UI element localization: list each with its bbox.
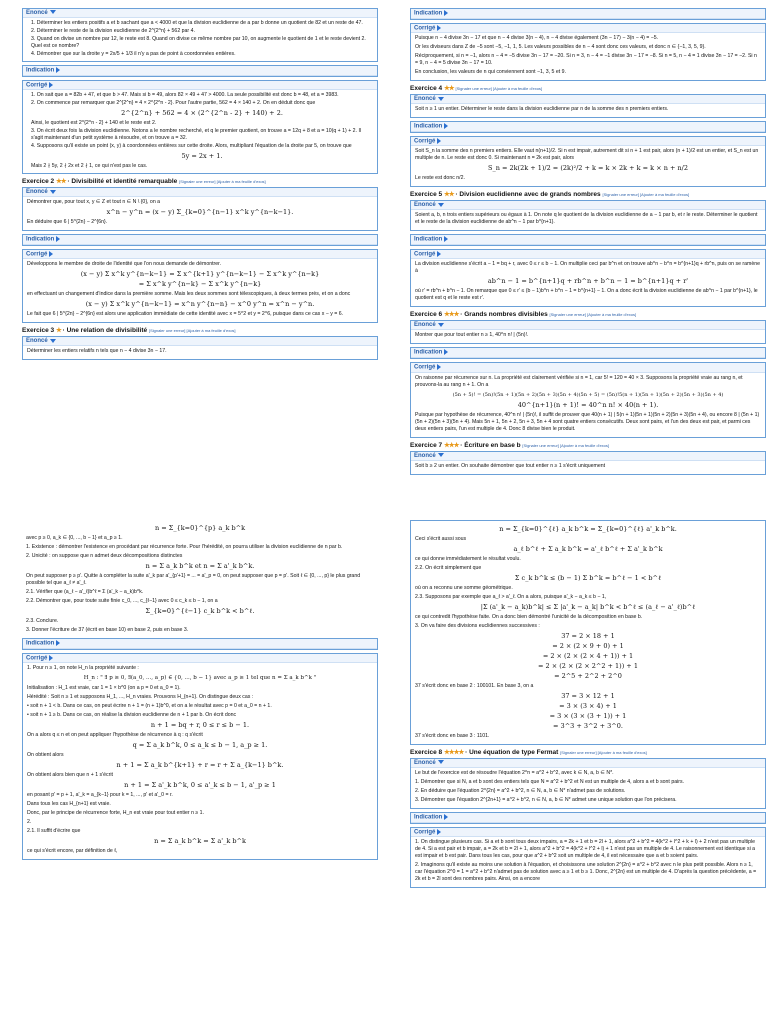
equation: n = Σ a_k b^k = Σ a'_k b^k	[154, 837, 246, 846]
answer-text: ce qui donne immédiatement le résultat voulu.	[415, 556, 521, 562]
equation: (x − y) Σ x^k y^{n−k−1} = x^n y^{n−n} − x^0 y^n = x^n − y^n.	[85, 300, 315, 309]
answer-text: 3. On va faire des divisions euclidiennes successives :	[415, 623, 540, 629]
enonce-label: Enoncé	[26, 338, 48, 345]
corrige-label: Corrigé	[414, 364, 436, 371]
corrige-box	[410, 136, 766, 188]
equation: = 3 × (3 × 4) + 1	[559, 702, 617, 710]
question-text: Le but de l'exercice est de résoudre l'équation 2^n = a^2 + b^2, avec k ∈ N, a, b ∈ N*.	[415, 770, 614, 776]
enonce-label: Enoncé	[414, 452, 436, 459]
answer-item: 2. On commence par remarquer que 2^{2^n} = 4 × 2^{2^n - 2}. Pour l'autre partie, 562 = 4 × 140 + 2. On en déduit donc que	[31, 100, 316, 107]
equation: Σ_{k=0}^{ℓ−1} c_k b^k < b^ℓ.	[145, 607, 255, 615]
chevron-right-icon[interactable]	[56, 640, 60, 646]
chevron-right-icon[interactable]	[444, 349, 448, 355]
exercise-number: Exercice 7	[410, 441, 443, 449]
corrige-label: Corrigé	[26, 251, 48, 258]
indication-header[interactable]	[411, 235, 765, 245]
exercise-links[interactable]: [Signaler une erreur] [Ajouter à ma feuille d'exos]	[549, 312, 637, 318]
exercise-links[interactable]: [Signaler une erreur] [Ajouter à ma feuille d'exos]	[455, 86, 543, 92]
answer-item: Ainsi, le quotient est 2^{2^n - 2} + 140 et le reste est 2.	[31, 120, 157, 127]
answer-text: Dans tous les cas H_{n+1} est vraie.	[27, 801, 111, 808]
answer-text: La division euclidienne s'écrit a − 1 = bq + r, avec 0 ≤ r ≤ b − 1. On multiplie ceci par b^n et on trouve ab^n − b^n = b^{n+1}q + rb^n, puis on se ramène à	[415, 261, 761, 275]
equation: n + 1 = Σ a'_k b^k, 0 ≤ a'_k ≤ b − 1, a'_p ≥ 1	[124, 781, 276, 790]
enonce-header[interactable]	[411, 321, 765, 330]
corrige-label: Corrigé	[26, 82, 48, 89]
answer-text: Initialisation : H_1 est vraie, car 1 = 1 × b^0 (on a p = 0 et a_0 = 1).	[27, 685, 181, 692]
answer-item: 3. On écrit deux fois la division euclidienne. Notons a le nombre recherché, et q le premier quotient, on trouve a = 12q + 8 et a = 10(q + 1) + 2. Il s'agit maintenant d'un petit système à résoudre, et on trouve a = 32.	[31, 128, 362, 142]
equation: 2^{2^n} + 562 = 4 × (2^{2^n - 2} + 140) + 2.	[121, 109, 283, 118]
equation: = 2 × (2 × (2 × 2^2 + 1)) + 1	[538, 662, 638, 670]
corrige-header[interactable]	[411, 828, 765, 838]
answer-text: On obtient alors	[27, 752, 64, 759]
exercise-subtitle: Division euclidienne avec de grands nombres	[459, 191, 601, 199]
question-text: En déduire que 6 | 5^{2n} − 2^{6n}.	[27, 219, 108, 226]
equation: = 3^3 + 3^2 + 3^0.	[553, 722, 623, 730]
chevron-right-icon[interactable]	[56, 67, 60, 73]
question-item: 1. Existence : démontrer l'existence en procédant par récurrence forte. Pour l'hérédité, on pourra utiliser la division euclidienne de n par b.	[26, 544, 343, 550]
difficulty-stars-icon: ★★	[443, 85, 454, 93]
indication-label: Indication	[414, 814, 443, 821]
enonce-header[interactable]	[23, 337, 377, 346]
answer-text: où on a reconnu une somme géométrique.	[415, 585, 513, 591]
answer-text: On a alors q ≤ n et on peut appliquer l'hypothèse de récurrence à q : q s'écrit	[27, 732, 203, 739]
chevron-down-icon[interactable]	[438, 323, 444, 327]
indication-label: Indication	[26, 640, 55, 647]
equation: 37 = 3 × 12 + 1	[561, 692, 615, 700]
question-text: avec p ≥ 0, a_k ∈ {0, ..., b − 1} et a_p ≥ 1.	[26, 535, 123, 541]
question-item: 1. Déterminer les entiers positifs a et b sachant que a < 4000 et que la division euclidienne de a par b donne un quotient de 82 et un reste de 47.	[31, 20, 363, 26]
chevron-right-icon[interactable]	[49, 655, 53, 661]
enonce-header[interactable]	[23, 188, 377, 197]
enonce-header[interactable]	[411, 201, 765, 210]
equation: ab^n − 1 = b^{n+1}q + rb^n + b^n − 1 = b^{n+1}q + r'	[487, 277, 689, 286]
indication-header[interactable]	[411, 9, 765, 19]
exercise-title: Exercice 3 ★ · Une relation de divisibilité [Signaler une erreur] [Ajouter à ma feuille d'exos]	[22, 327, 236, 335]
exercise-links[interactable]: [Signaler une erreur] [Ajouter à ma feuille d'exos]	[602, 192, 690, 198]
question-item: 1. Démontrer que si N, a et b sont des entiers tels que N = a^2 + b^2 et N est un multiple de 4, alors a et b sont pairs.	[415, 779, 684, 785]
indication-header[interactable]	[411, 813, 765, 823]
enonce-box	[22, 336, 378, 360]
question-item: 3. Démontrer que l'équation 2^{2n+1} = a^2 + b^2, n ∈ N, a, b ∈ N* admet une unique solution que l'on précisera.	[415, 797, 677, 803]
difficulty-stars-icon: ★	[55, 327, 61, 335]
page-quadrant-bottom-left	[22, 520, 378, 1020]
equation: n = Σ_{k=0}^{ℓ} a_k b^k = Σ_{k=0}^{ℓ} a'_k b^k.	[499, 525, 677, 533]
enonce-label: Enoncé	[26, 10, 48, 16]
answer-item: 4. Supposons qu'il existe un point (x, y) à coordonnées entières sur cette droite. Alors, multipliant l'équation de la droite par 5, on trouve que	[31, 143, 352, 150]
enonce-box	[22, 187, 378, 231]
exercise-subtitle: Grands nombres divisibles	[464, 311, 548, 319]
chevron-down-icon[interactable]	[50, 339, 56, 343]
equation: 5y = 2x + 1.	[181, 152, 223, 161]
exercise-title: Exercice 8 ★★★★ · Une équation de type Fermat [Signaler une erreur] [Ajouter à ma feuille d'exos]	[410, 749, 647, 756]
question-text: Démontrer que, pour tout x, y ∈ Z et tout n ∈ N \ {0}, on a	[27, 199, 161, 206]
indication-box	[22, 234, 378, 246]
answer-text: en effectuant un changement d'indice dans la première somme. Mais les deux sommes sont télescopiques, à deux termes près, et on a donc	[27, 291, 351, 298]
corrige-box	[410, 249, 766, 308]
question-text: Soit n ≥ 1 un entier. Déterminer le reste dans la division euclidienne par n de la somme des n premiers entiers.	[415, 106, 669, 113]
enonce-header[interactable]	[411, 95, 765, 104]
enonce-box	[410, 320, 766, 344]
question-text: Soit b ≥ 2 un entier. On souhaite démontrer que tout entier n ≥ 1 s'écrit uniquement	[415, 462, 606, 469]
answer-text: 2.2. On écrit simplement que	[415, 565, 482, 571]
exercise-links[interactable]: [Signaler une erreur] [Ajouter à ma feuille d'exos]	[560, 750, 647, 755]
indication-label: Indication	[26, 236, 55, 243]
chevron-down-icon[interactable]	[438, 97, 444, 101]
chevron-right-icon[interactable]	[444, 123, 448, 129]
answer-text: 2.1. Il suffit d'écrire que	[27, 828, 81, 835]
corrige-header[interactable]	[411, 250, 765, 260]
corrige-header[interactable]	[23, 250, 377, 260]
corrige-box	[22, 80, 378, 175]
chevron-right-icon[interactable]	[437, 25, 441, 31]
exercise-title: Exercice 6 ★★★ · Grands nombres divisibles [Signaler une erreur] [Ajouter à ma feuille d'exos]	[410, 311, 637, 319]
enonce-box	[22, 8, 378, 62]
indication-box	[22, 65, 378, 77]
question-item: 2.2. Démontrer que, pour toute suite finie c_0, ..., c_{ℓ−1} avec 0 ≤ c_k ≤ b − 1, on a	[26, 598, 218, 604]
equation: n + 1 = bq + r, 0 ≤ r ≤ b − 1.	[150, 721, 250, 730]
indication-header[interactable]	[23, 66, 377, 76]
corrige-header[interactable]	[411, 24, 765, 34]
equation: = 2^5 + 2^2 + 2^0	[554, 672, 622, 680]
answer-text: On raisonne par récurrence sur n. La propriété est clairement vérifiée si n = 1, car 5! = 120 = 40 × 3. Supposons la propriété vraie au rang n, et prouvons-la au rang n + 1. On a	[415, 374, 743, 388]
answer-text: Hérédité : Soit n ≥ 1 et supposons H_1, ..., H_n vraies. Prouvons H_{n+1}. On distingue deux cas :	[27, 694, 254, 701]
answer-text: où r' = rb^n + b^n − 1. On remarque que 0 ≤ r' ≤ (b − 1)b^n + b^n − 1 = b^{n+1} − 1. On a donc écrit la division euclidienne de ab^n − 1 par b^{n+1}, le quotient est q et le reste est r'.	[415, 288, 758, 302]
difficulty-stars-icon: ★★	[55, 178, 66, 186]
difficulty-stars-icon: ★★★	[443, 441, 459, 449]
equation: a_ℓ b^ℓ + Σ a_k b^k = a'_ℓ b^ℓ + Σ a'_k b^k	[513, 545, 663, 553]
indication-box	[410, 8, 766, 20]
corrige-label: Corrigé	[26, 655, 48, 662]
answer-text: ce qui s'écrit encore, par définition de ℓ,	[27, 848, 118, 855]
exercise-number: Exercice 2	[22, 178, 55, 186]
answer-text: Ceci s'écrit aussi sous	[415, 536, 467, 542]
equation: = 2 × (2 × (2 × 4 + 1)) + 1	[542, 652, 634, 660]
question-text: Soient a, b, n trois entiers supérieurs ou égaux à 1. On note q le quotient de la division euclidienne de a − 1 par b, et r le reste. Déterminer le quotient et le reste de la division euclidienne de ab^n − 1 par b^{n+1}.	[415, 212, 758, 226]
indication-box	[22, 638, 378, 650]
answer-item: 1. On sait que a = 82b + 47, et que b > 47. Mais si b = 49, alors 82 × 49 + 47 > 4000. La seule possibilité est donc b = 48, et a = 3983.	[31, 92, 339, 99]
equation: = 3 × (3 × (3 + 1)) + 1	[549, 712, 627, 720]
question-item: 3. Quand on divise un nombre par 12, le reste est 8. Quand on divise ce même nombre par 10, on augmente le quotient de 1 et le reste devient 2. Quel est ce nombre?	[31, 36, 366, 49]
enonce-label: Enoncé	[414, 322, 436, 329]
difficulty-stars-icon: ★★	[443, 191, 454, 199]
question-item: 2.1. Vérifier que (a_ℓ − a'_ℓ)b^ℓ = Σ (a'_k − a_k)b^k.	[26, 589, 144, 595]
exercise-subtitle: Divisibilité et identité remarquable	[71, 178, 178, 186]
chevron-right-icon[interactable]	[49, 82, 53, 88]
answer-text: En conclusion, les valeurs de n qui conviennent sont −1, 3, 5 et 9.	[415, 69, 566, 76]
answer-text: Développons le membre de droite de l'identité que l'on nous demande de démontrer.	[27, 261, 222, 268]
chevron-down-icon[interactable]	[438, 453, 444, 457]
equation: S_n = 2k(2k + 1)/2 = (2k)²/2 + k = k × 2k + k = k × n + n/2	[488, 164, 688, 173]
answer-text: • soit n + 1 < b. Dans ce cas, on peut écrire n + 1 = (n + 1)b^0, et on a le résultat avec p = 0 et a_0 = n + 1.	[27, 703, 272, 710]
answer-text: 2.3. Supposons par exemple que a_ℓ > a'_ℓ. On a alors, puisque a'_k − a_k ≤ b − 1,	[415, 594, 607, 600]
chevron-down-icon[interactable]	[50, 190, 56, 194]
enonce-box	[410, 758, 766, 809]
corrige-box	[410, 362, 766, 438]
answer-text: • soit n + 1 ≥ b. Dans ce cas, on réalise la division euclidienne de n + 1 par b. On écrit donc	[27, 712, 237, 719]
difficulty-stars-icon: ★★★★	[443, 749, 464, 756]
exercise-title: Exercice 7 ★★★ · Écriture en base b [Signaler une erreur] [Ajouter à ma feuille d'exos]	[410, 441, 610, 449]
equation: = 2 × (2 × 9 + 0) + 1	[552, 642, 624, 650]
chevron-right-icon[interactable]	[444, 236, 448, 242]
answer-text: ce qui contredit l'hypothèse faite. On a donc bien démontré l'unicité de la décomposition en base b.	[415, 614, 643, 620]
question-text: On peut supposer p ≥ p'. Quitte à compléter la suite a'_k par a'_{p'+1} = ... = a'_p = 0, on peut supposer que p = p'. Soit ℓ ∈ {0, ..., p} le plus grand possible tel que a_ℓ ≠ a'_ℓ.	[26, 573, 361, 586]
corrige-label: Corrigé	[414, 138, 436, 145]
indication-header[interactable]	[23, 639, 377, 649]
chevron-right-icon[interactable]	[437, 138, 441, 144]
equation: n = Σ_{k=0}^{p} a_k b^k	[154, 524, 246, 532]
equation: H_n : " ∃ p ≥ 0, ∃(a_0, ..., a_p) ∈ {0, ..., b − 1} avec a_p ≥ 1 tel que n = Σ a_k b^k "	[83, 675, 317, 682]
chevron-right-icon[interactable]	[49, 251, 53, 257]
indication-header[interactable]	[23, 235, 377, 245]
indication-label: Indication	[414, 123, 443, 130]
corrige-label: Corrigé	[414, 829, 436, 836]
equation: n = Σ a_k b^k et n = Σ a'_k b^k.	[145, 562, 255, 570]
chevron-right-icon[interactable]	[444, 10, 448, 16]
page-quadrant-bottom-right	[410, 520, 766, 1020]
answer-text: On obtient alors bien que n + 1 s'écrit	[27, 772, 113, 779]
exercise-links[interactable]: [Signaler une erreur] [Ajouter à ma feuille d'exos]	[522, 442, 610, 448]
indication-box	[410, 347, 766, 359]
answer-text: 37 s'écrit donc en base 3 : 1101.	[415, 733, 490, 739]
question-item: 2. Déterminer le reste de la division euclidienne de 2^{2^n} + 562 par 4.	[31, 28, 195, 34]
corrige-box	[410, 827, 766, 889]
page-quadrant-top-left	[22, 8, 378, 503]
indication-box	[410, 121, 766, 133]
indication-box	[410, 234, 766, 246]
corrige-header[interactable]	[411, 137, 765, 147]
enonce-label: Enoncé	[414, 202, 436, 209]
equation: (x − y) Σ x^k y^{n−k−1} = Σ x^{k+1} y^{n−k−1} − Σ x^k y^{n−k}	[80, 270, 320, 279]
chevron-down-icon[interactable]	[438, 760, 444, 764]
enonce-box	[410, 94, 766, 118]
indication-header[interactable]	[411, 122, 765, 132]
answer-text: Le reste est donc n/2.	[415, 175, 465, 182]
chevron-right-icon[interactable]	[437, 251, 441, 257]
equation: (5n + 5)! = (5n)!(5n + 1)(5n + 2)(5n + 3)(5n + 4)(5n + 5) = (5n)!5(n + 1)(5n + 1)(5n + 2)(5n + 3)(5n + 4)	[452, 391, 724, 398]
exercise-number: Exercice 6	[410, 311, 443, 319]
exercise-title: Exercice 5 ★★ · Division euclidienne avec de grands nombres [Signaler une erreur] [Ajouter à ma feuille d'exos]	[410, 191, 690, 199]
chevron-right-icon[interactable]	[437, 829, 441, 835]
chevron-down-icon[interactable]	[50, 10, 56, 14]
answer-text: Donc, par le principe de récurrence forte, H_n est vraie pour tout entier n ≥ 1.	[27, 810, 205, 817]
answer-text: Le fait que 6 | 5^{2n} − 2^{6n} est alors une application immédiate de cette identité avec x = 5^2 et y = 2^6, puisque dans ce cas x − y = 6.	[27, 311, 344, 318]
chevron-down-icon[interactable]	[438, 203, 444, 207]
indication-label: Indication	[414, 236, 443, 243]
exercise-title: Exercice 2 ★★ · Divisibilité et identité remarquable [Signaler une erreur] [Ajouter à ma feuille d'exos]	[22, 178, 266, 186]
indication-label: Indication	[414, 10, 443, 17]
answer-text: Or les diviseurs dans Z de −5 sont −5, −1, 1, 5. Les valeurs possibles de n − 4 sont donc ces valeurs, et donc n ∈ {−1, 3, 5, 9}.	[415, 44, 706, 51]
answer-text: Puisque par hypothèse de récurrence, 40^n n! | (5n)!, il suffit de prouver que 40(n + 1) | 5(n + 1)(5n + 1)(5n + 2)(5n + 3)(5n + 4), ou encore 8 | (5n + 1)(5n + 2)(5n + 3)(5n + 4). Mais 5n + 1, 5n + 2, 5n + 3, 5n + 4 sont quatre entiers consécutifs. Deux sont pairs, et l'un des deux est pair, et parmi ces deux entiers pairs, l'un est multiple de 4. Donc 8 divise bien le produit.	[415, 411, 760, 432]
chevron-right-icon[interactable]	[444, 814, 448, 820]
page-quadrant-top-right	[410, 8, 766, 503]
question-item: 4. Démontrer que sur la droite y = 2x/5 + 1/3 il n'y a pas de point à coordonnées entières.	[31, 51, 236, 57]
corrige-label: Corrigé	[414, 251, 436, 258]
equation: = Σ x^k y^{n−k} − Σ x^k y^{n−k}	[138, 280, 262, 289]
equation: 37 = 2 × 18 + 1	[561, 632, 615, 640]
exercise-subtitle: Une équation de type Fermat	[469, 749, 559, 756]
exercise-number: Exercice 4	[410, 85, 443, 93]
enonce-box	[410, 451, 766, 475]
corrige-box	[410, 23, 766, 82]
question-item: 2. En déduire que l'équation 2^{2n} = a^2 + b^2, n ∈ N, a, b ∈ N* n'admet pas de solutions.	[415, 788, 626, 794]
corrige-header[interactable]	[23, 81, 377, 91]
answer-text: Soit S_n la somme des n premiers entiers. Elle vaut n(n+1)/2. Si n est impair, autrement dit si n + 1 est pair, alors (n + 1)/2 est un entier, et S_n est un multiple de n. Le reste est donc 0. Si maintenant n = 2k est pair, alors	[415, 148, 759, 162]
equation: x^n − y^n = (x − y) Σ_{k=0}^{n−1} x^k y^{n−k−1}.	[106, 208, 294, 217]
exercise-links[interactable]: [Signaler une erreur] [Ajouter à ma feuille d'exos]	[179, 179, 266, 185]
answer-text: en posant p' = p + 1, a'_k = a_{k−1} pour k = 1, ..., p' et a'_0 = r.	[27, 792, 173, 799]
exercise-number: Exercice 8	[410, 749, 443, 756]
enonce-label: Enoncé	[414, 96, 436, 103]
corrige-header[interactable]	[411, 363, 765, 373]
equation: n + 1 = Σ a_k b^{k+1} + r = r + Σ a_{k−1} b^k.	[116, 761, 284, 770]
enonce-header[interactable]	[23, 9, 377, 18]
question-item: 2.3. Conclure.	[26, 618, 59, 624]
question-item: 3. Donner l'écriture de 37 (écrit en base 10) en base 2, puis en base 3.	[26, 627, 189, 633]
exercise-links[interactable]: [Signaler une erreur] [Ajouter à ma feuille d'exos]	[148, 328, 236, 334]
chevron-right-icon[interactable]	[437, 364, 441, 370]
corrige-box	[22, 653, 378, 861]
answer-text: 2.	[27, 819, 32, 826]
answer-item: 2. Imaginons qu'il existe au moins une solution à l'équation, et choisissons une solution 2^{2n} = a^2 + b^2 avec n le plus petit possible. Alors n ≥ 1, car l'équation 2^0 = 1 = a^2 + b^2 n'admet pas de solution avec a ≥ 1 et b ≥ 1. Donc, 2^{2n} est un multiple de 4. D'après la question précédente, a = 2k et b = 2l sont des nombres pairs. Ainsi, on a encore	[415, 862, 757, 883]
equation: Σ c_k b^k ≤ (b − 1) Σ b^k = b^ℓ − 1 < b^ℓ	[514, 574, 662, 582]
question-text: Montrer que pour tout entier n ≥ 1, 40^n n! | (5n)!.	[415, 332, 529, 339]
answer-text: 37 s'écrit donc en base 2 : 100101. En base 3, on a	[415, 683, 534, 689]
enonce-label: Enoncé	[26, 189, 48, 196]
enonce-box	[410, 200, 766, 231]
answer-text: 1. Pour n ≥ 1, on note H_n la propriété suivante :	[27, 665, 139, 672]
indication-box	[410, 812, 766, 824]
indication-label: Indication	[414, 350, 443, 357]
exercise-number: Exercice 3	[22, 327, 55, 335]
difficulty-stars-icon: ★★★	[443, 311, 459, 319]
question-item: 2. Unicité : on suppose que n admet deux décompositions distinctes	[26, 553, 183, 559]
exercise-subtitle: Une relation de divisibilité	[66, 327, 148, 335]
answer-item: 1. On distingue plusieurs cas. Si a et b sont tous deux impairs, a = 2k + 1 et b = 2l + 1, alors a^2 + b^2 = 4(k^2 + l^2 + k + l) + 2 n'est pas un multiple de 4. Si a est pair et b impair, a = 2k et b = 2l + 1, alors a^2 + b^2 = 4(k^2 + l^2 + l) + 1 n'est pas un multiple de 4. Le raisonnement est identique si a est impair et b est pair. Dans tous les cas, pour que a^2 + b^2 soit un multiple de 4, il est nécessaire que a et b soient pairs.	[415, 839, 756, 860]
corrige-header[interactable]	[23, 654, 377, 664]
chevron-right-icon[interactable]	[56, 236, 60, 242]
answer-text: Réciproquement, si n = −1, alors n − 4 = −5 divise 3n − 17 = −20. Si n = 3, n − 4 = −1 divise 3n − 17 = −8. Si n = 5, n − 4 = 1 divise 3n − 17 = −2. Si n = 9, n − 4 = 5 divise 3n − 17 = 10.	[415, 53, 757, 67]
enonce-label: Enoncé	[414, 760, 436, 766]
answer-text: Puisque n − 4 divise 3n − 17 et que n − 4 divise 3(n − 4), n − 4 divise également (3n − 17) − 3(n − 4) = −5.	[415, 35, 659, 42]
corrige-box	[22, 249, 378, 324]
exercise-number: Exercice 5	[410, 191, 443, 199]
corrige-label: Corrigé	[414, 25, 436, 32]
enonce-header[interactable]	[411, 452, 765, 461]
indication-header[interactable]	[411, 348, 765, 358]
equation: |Σ (a'_k − a_k)b^k| ≤ Σ |a'_k − a_k| b^k < b^ℓ ≤ (a_ℓ − a'_ℓ)b^ℓ	[480, 603, 696, 611]
corrige-continuation-box	[410, 520, 766, 745]
enonce-header[interactable]	[411, 759, 765, 768]
exercise-subtitle: Écriture en base b	[464, 441, 521, 449]
exercise-continuation	[22, 520, 378, 638]
indication-label: Indication	[26, 67, 55, 74]
answer-item: Mais 2 ∤ 5y, 2 ∤ 2x et 2 ∤ 1, ce qui n'est pas le cas.	[31, 163, 148, 170]
exercise-title	[410, 84, 766, 92]
equation: 40^{n+1}(n + 1)! = 40^n n! × 40(n + 1).	[517, 400, 659, 409]
equation: q = Σ a_k b^k, 0 ≤ a_k ≤ b − 1, a_p ≥ 1.	[132, 741, 268, 750]
question-text: Déterminer les entiers relatifs n tels que n − 4 divise 3n − 17.	[27, 348, 167, 355]
